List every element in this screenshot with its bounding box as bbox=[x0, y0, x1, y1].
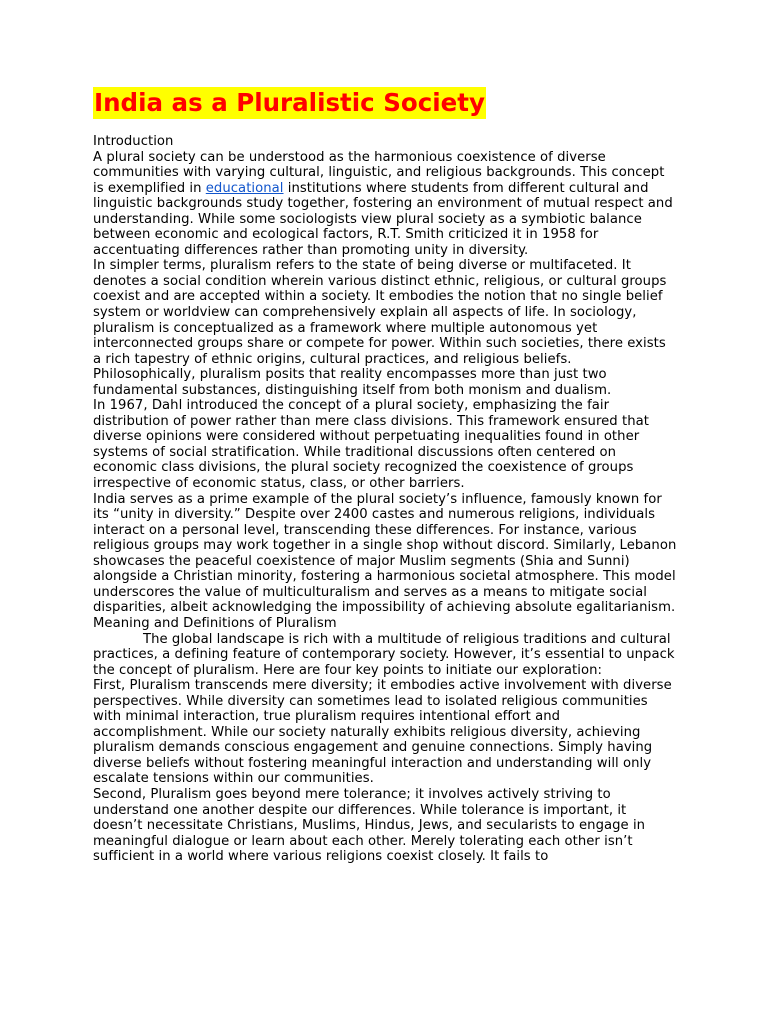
section-heading-meaning-definitions: Meaning and Definitions of Pluralism bbox=[93, 615, 337, 631]
section-heading-introduction: Introduction bbox=[93, 134, 174, 149]
title-wrapper bbox=[93, 87, 678, 119]
educational-link[interactable]: educational bbox=[205, 180, 284, 196]
document-body bbox=[93, 134, 678, 865]
paragraph-second-point: Second, Pluralism goes beyond mere tolerance; it involves actively striving to understand one another despite our differences. While tolerance is important, it doesn’t necessitate Christians, Muslims, Hindus, Jews, and secularists to engage in meaningful dialogue or learn about each other. Merely tolerating each other isn’t sufficient in a world where various religions coexist closely. It fails to bbox=[93, 786, 646, 865]
document-title: India as a Pluralistic Society bbox=[94, 88, 485, 117]
paragraph-text: institutions where students from different cultural and linguistic backgrounds study together, fostering an environment of mutual respect and understanding. While some sociologists view plural society as a symbiotic balance between economic and ecological factors, R.T. Smith criticized it in 1958 for accentuating differences rather than promoting unity in diversity. bbox=[93, 180, 673, 258]
paragraph-dahl-1967: In 1967, Dahl introduced the concept of a plural society, emphasizing the fair distribution of power rather than mere class divisions. This framework ensured that diverse opinions were considered without perpetuating inequalities found in other systems of social stratification. While traditional discussions often centered on economic class divisions, the plural society recognized the coexistence of groups irrespective of economic status, class, or other barriers. bbox=[93, 398, 649, 492]
document-page bbox=[93, 87, 678, 865]
paragraph-global-landscape: The global landscape is rich with a multitude of religious traditions and cultural practices, a defining feature of contemporary society. However, it’s essential to unpack the concept of pluralism. Here are four key points to initiate our exploration: bbox=[93, 631, 675, 678]
paragraph-first-point: First, Pluralism transcends mere diversity; it embodies active involvement with diverse perspectives. While diversity can sometimes lead to isolated religious communities with minimal interaction, true pluralism requires intentional effort and accomplishment. While our society naturally exhibits religious diversity, achieving pluralism demands conscious engagement and genuine connections. Simply having diverse beliefs without fostering meaningful interaction and understanding will only escalate tensions within our communities. bbox=[93, 678, 672, 787]
paragraph-text: A plural society can be understood as the harmonious coexistence of diverse communities with varying cultural, linguistic, and religious backgrounds. This concept is exemplified in bbox=[93, 149, 665, 196]
paragraph-plural-society-definition bbox=[93, 150, 678, 259]
paragraph-pluralism-meaning: In simpler terms, pluralism refers to the state of being diverse or multifaceted. It denotes a social condition wherein various distinct ethnic, religious, or cultural groups coexist and are accepted within a society. It embodies the notion that no single belief system or worldview can comprehensively explain all aspects of life. In sociology, pluralism is conceptualized as a framework where multiple autonomous yet interconnected groups share or compete for power. Within such societies, there exists a rich tapestry of ethnic origins, cultural practices, and religious beliefs. Philosophically, pluralism posits that reality encompasses more than just two fundamental substances, distinguishing itself from both monism and dualism. bbox=[93, 258, 667, 398]
paragraph-india-example: India serves as a prime example of the plural society’s influence, famously known for its “unity in diversity.” Despite over 2400 castes and numerous religions, individuals interact on a personal level, transcending these differences. For instance, various religious groups may work together in a single shop without discord. Similarly, Lebanon showcases the peaceful coexistence of major Muslim segments (Shia and Sunni) alongside a Christian minority, fostering a harmonious societal atmosphere. This model underscores the value of multiculturalism and serves as a means to mitigate social disparities, albeit acknowledging the impossibility of achieving absolute egalitarianism. bbox=[93, 491, 677, 616]
